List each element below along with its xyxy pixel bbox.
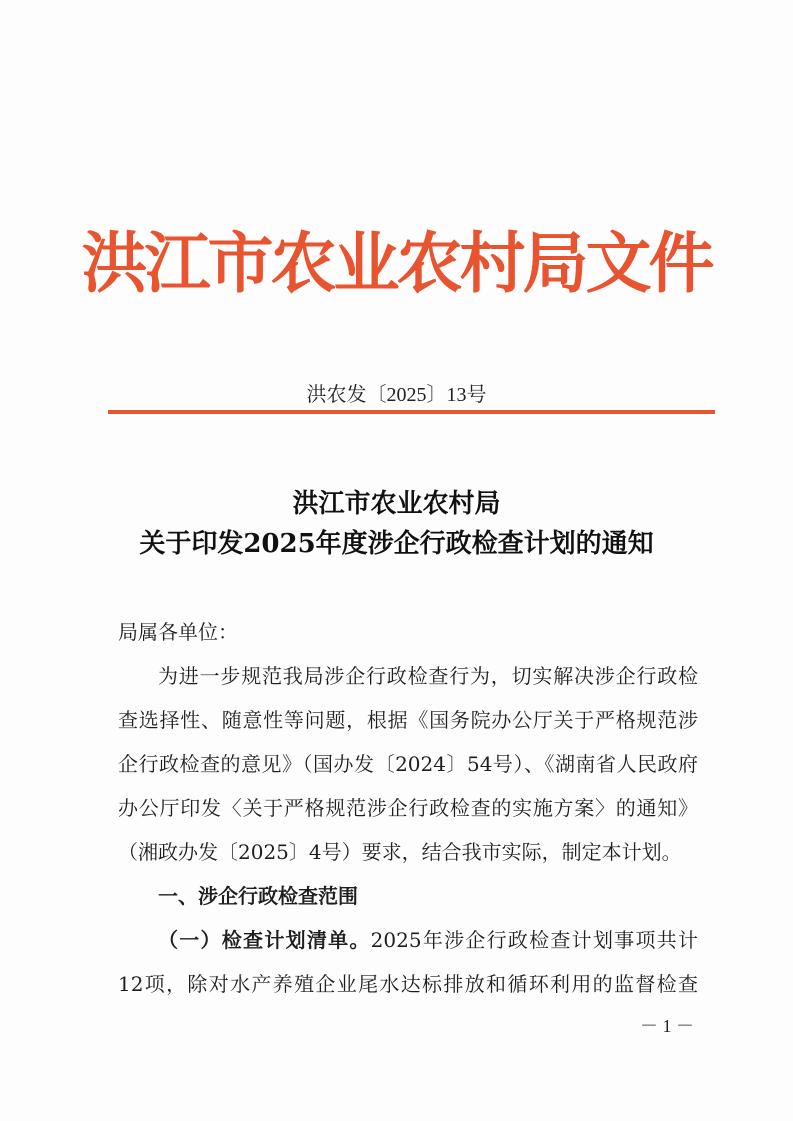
section-heading: 一、涉企行政检查范围: [158, 884, 358, 908]
paragraph-line: 办公厅印发〈关于严格规范涉企行政检查的实施方案〉的通知》: [118, 796, 698, 820]
subsection-line: 12项，除对水产养殖企业尾水达标排放和循环利用的监督检查: [118, 972, 698, 996]
paragraph-line: 查选择性、随意性等问题，根据《国务院办公厅关于严格规范涉: [118, 708, 698, 732]
title-line-2: 关于印发2025年度涉企行政检查计划的通知: [139, 529, 654, 559]
document-number: 洪农发〔2025〕13号: [306, 384, 487, 406]
document-header-title: 洪江市农业农村局文件: [81, 224, 712, 302]
page-number: － 1 －: [640, 1016, 694, 1036]
paragraph-line: 为进一步规范我局涉企行政检查行为，切实解决涉企行政检: [158, 664, 698, 688]
subsection-text: 2025年涉企行政检查计划事项共计: [370, 928, 698, 952]
subsection-line: [118, 918, 698, 962]
paragraph-line: 企行政检查的意见》（国办发〔2024〕54号）、《湖南省人民政府: [118, 752, 698, 776]
salutation: 局属各单位：: [118, 620, 238, 644]
title-line-1: 洪江市农业农村局: [292, 489, 501, 519]
header-red-divider: [108, 410, 715, 414]
document-body: [118, 610, 698, 1006]
subsection-label: （一）检查计划清单。: [158, 928, 371, 952]
paragraph-line: （湘政办发〔2025〕4号）要求，结合我市实际，制定本计划。: [118, 840, 682, 864]
document-title: [0, 484, 793, 564]
